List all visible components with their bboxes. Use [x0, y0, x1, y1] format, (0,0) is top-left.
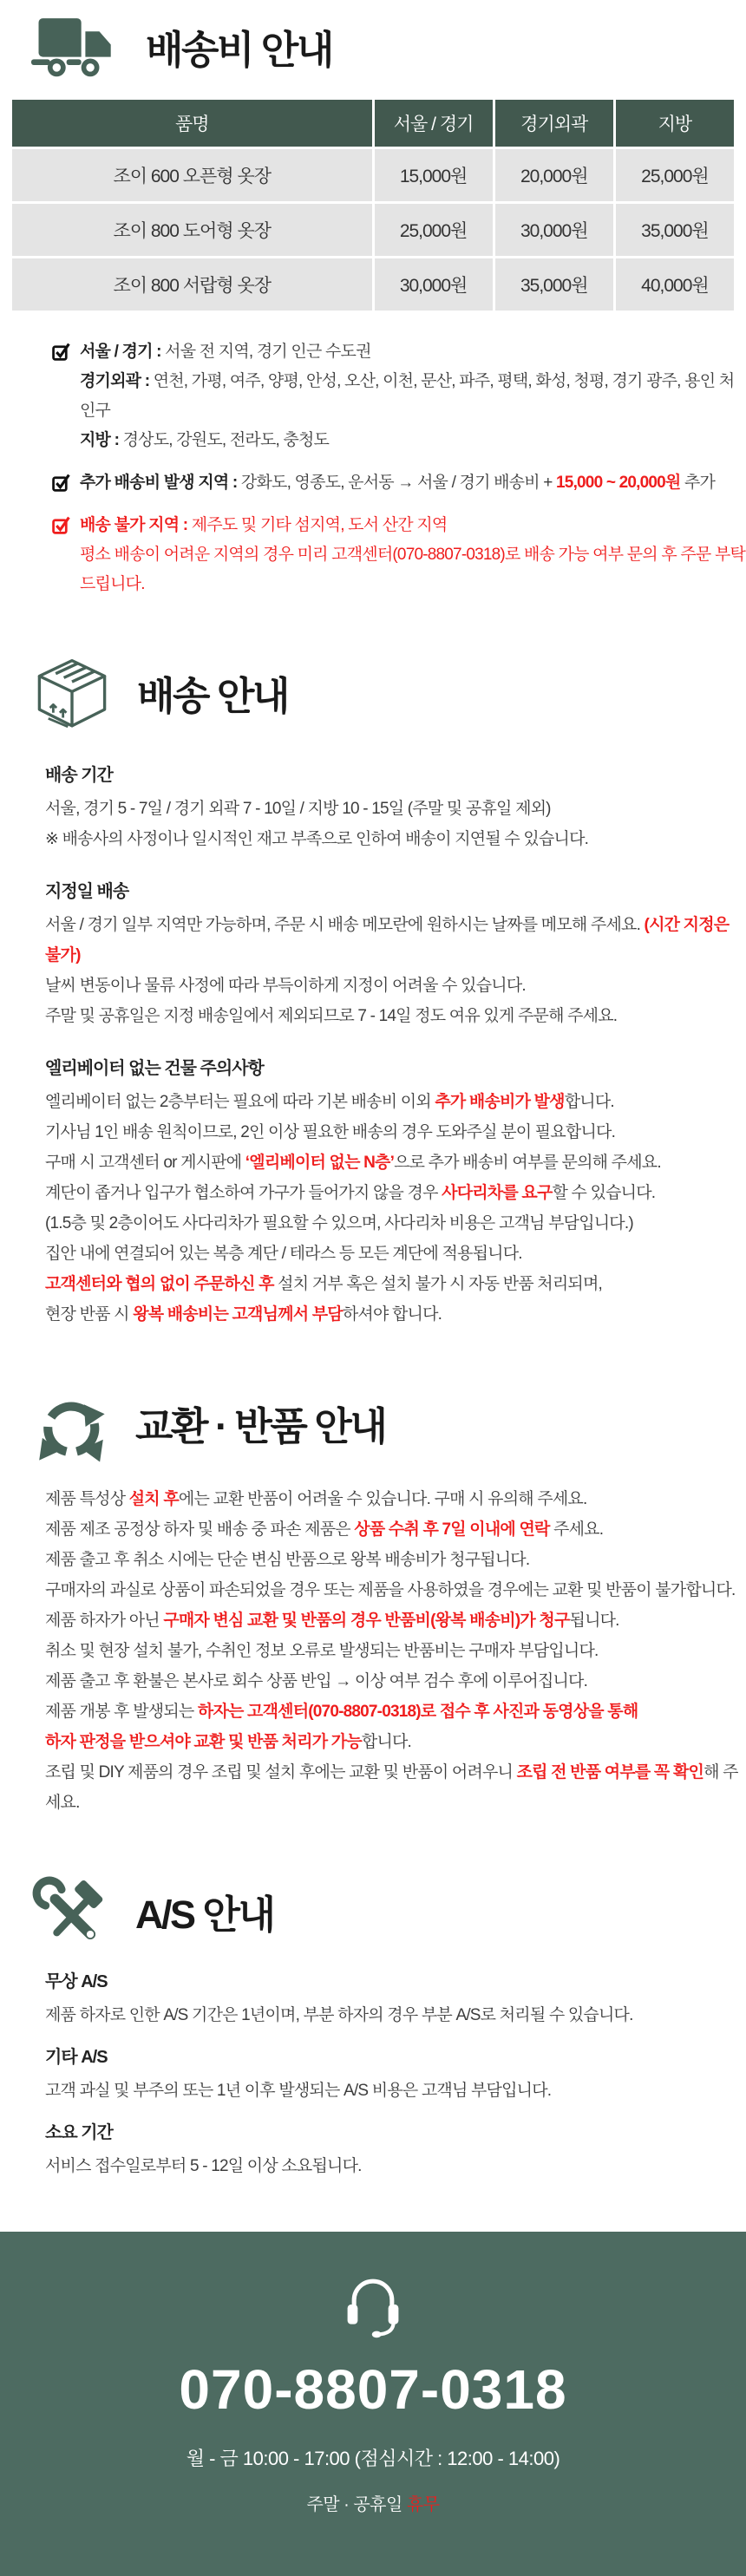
- text-segment: 상품 수취 후 7일 이내에 연락: [354, 1520, 550, 1539]
- block-heading: 기타 A/S: [45, 2048, 108, 2067]
- shipping-fee-notes: [52, 337, 746, 599]
- returns-lines: [45, 1484, 746, 1818]
- text-segment: 할 수 있습니다.: [552, 1184, 656, 1202]
- text-segment: 주말 · 공휴일: [306, 2495, 407, 2515]
- text-line: [45, 1514, 746, 1545]
- shipping-fee-table: [10, 97, 736, 313]
- section-title: 배송비 안내: [146, 28, 332, 73]
- fee-cell: 25,000원: [373, 203, 494, 258]
- text-segment: 고객센터와 협의 없이 주문하신 후: [45, 1275, 274, 1293]
- delivery-period-block: [45, 764, 746, 854]
- text-segment: 계단이 좁거나 입구가 협소하여 가구가 들어가지 않을 경우: [45, 1184, 442, 1202]
- column-header: 품명: [11, 99, 374, 148]
- text-segment: 제품 제조 공정상 하자 및 배송 중 파손 제품은: [45, 1520, 355, 1539]
- fee-cell: 20,000원: [494, 148, 614, 203]
- extra-fee-note: [52, 468, 746, 498]
- truck-icon: [31, 12, 121, 88]
- text-line: [80, 540, 746, 599]
- note-text: [80, 337, 746, 455]
- text-line: [45, 1545, 746, 1575]
- text-line: [80, 426, 746, 455]
- block-heading: 엘리베이터 없는 건물 주의사항: [45, 1059, 264, 1078]
- fee-cell: 30,000원: [494, 203, 614, 258]
- text-line: [45, 2000, 746, 2030]
- text-line: [45, 1575, 746, 1605]
- text-segment: 설치 거부 혹은 설치 불가 시 자동 반품 처리되며,: [273, 1275, 603, 1293]
- text-segment: 강화도, 영종도, 운서동 → 서울 / 경기 배송비 +: [240, 474, 557, 492]
- text-segment: 조립 및 DIY 제품의 경우 조립 및 설치 후에는 교환 및 반품이 어려우니: [45, 1763, 517, 1782]
- text-segment: 서울 / 경기 :: [80, 343, 166, 361]
- text-segment: 해 주세요.: [45, 1763, 738, 1812]
- text-segment: 제품 하자가 아닌: [45, 1612, 164, 1630]
- text-segment: 지방 :: [80, 431, 123, 449]
- column-header: 경기외곽: [494, 99, 614, 148]
- contact-footer: [0, 2232, 746, 2576]
- block-lines: [45, 2151, 746, 2181]
- text-segment: 합니다.: [564, 1093, 614, 1111]
- text-segment: (1.5층 및 2층이어도 사다리차가 필요할 수 있으며, 사다리차 비용은 고객님 부담입니다.): [45, 1214, 633, 1232]
- text-segment: 서울, 경기 5 - 7일 / 경기 외곽 7 - 10일 / 지방 10 - 15일 (주말 및 공휴일 제외): [45, 800, 551, 818]
- text-line: [80, 337, 746, 367]
- text-segment: 제주도 및 기타 섬지역, 도서 산간 지역: [191, 516, 448, 534]
- block-heading: 지정일 배송: [45, 882, 129, 901]
- product-name-cell: 조이 800 서랍형 옷장: [11, 258, 374, 312]
- block-heading: 무상 A/S: [45, 1972, 108, 1991]
- text-line: [45, 1239, 746, 1269]
- block-heading: 소요 기간: [45, 2123, 113, 2142]
- fee-cell: 25,000원: [614, 148, 735, 203]
- text-segment: 엘리베이터 없는 2층부터는 필요에 따라 기본 배송비 이외: [45, 1093, 435, 1111]
- note-text: [80, 511, 746, 599]
- text-line: [45, 1208, 746, 1239]
- text-segment: 기사님 1인 배송 원칙이므로, 2인 이상 필요한 배송의 경우 도와주실 분이 필요합니다.: [45, 1123, 616, 1141]
- text-segment: 취소 및 현장 설치 불가, 수취인 정보 오류로 발생되는 반품비는 구매자 부담입니다.: [45, 1642, 599, 1660]
- text-segment: 배송 불가 지역 :: [80, 516, 192, 534]
- free-as-block: [45, 1971, 746, 2030]
- text-segment: 서울 / 경기 일부 지역만 가능하며, 주문 시 배송 메모란에 원하시는 날짜를 메모해 주세요.: [45, 916, 645, 934]
- text-line: [80, 511, 746, 540]
- closed-days: [0, 2490, 746, 2515]
- text-line: [45, 794, 746, 824]
- text-segment: 서비스 접수일로부터 5 - 12일 이상 소요됩니다.: [45, 2157, 362, 2175]
- text-segment: 주말 및 공휴일은 지정 배송일에서 제외되므로 7 - 14일 정도 여유 있게 주문해 주세요.: [45, 1007, 618, 1025]
- text-line: [80, 468, 715, 498]
- checkbox-icon: [52, 343, 70, 361]
- text-line: [45, 1299, 746, 1330]
- returns-header: [0, 1375, 746, 1467]
- text-segment: 하셔야 합니다.: [342, 1305, 442, 1324]
- text-line: [45, 824, 746, 854]
- text-line: [45, 1697, 746, 1727]
- fee-cell: 35,000원: [494, 258, 614, 312]
- text-line: [45, 1269, 746, 1299]
- text-segment: 제품 출고 후 취소 시에는 단순 변심 반품으로 왕복 배송비가 청구됩니다.: [45, 1551, 530, 1569]
- text-segment: (시간 지정은 불가): [45, 916, 730, 964]
- section-title: 교환 · 반품 안내: [135, 1404, 386, 1449]
- fee-cell: 40,000원: [614, 258, 735, 312]
- table-row: [11, 203, 736, 258]
- table-header-row: [11, 99, 736, 148]
- product-name-cell: 조이 600 오픈형 옷장: [11, 148, 374, 203]
- section-title: A/S 안내: [135, 1893, 274, 1938]
- table-row: [11, 258, 736, 312]
- note-text: [80, 468, 715, 498]
- recycle-icon: [31, 1387, 111, 1467]
- checkbox-icon: [52, 474, 70, 492]
- text-segment: 추가 배송비가 발생: [435, 1093, 565, 1111]
- business-hours: 월 - 금 10:00 - 17:00 (점심시간 : 12:00 - 14:00): [186, 2448, 560, 2470]
- text-line: [45, 1666, 746, 1697]
- block-lines: [45, 1087, 746, 1330]
- text-segment: 제품 하자로 인한 A/S 기간은 1년이며, 부분 하자의 경우 부분 A/S로 처리될 수 있습니다.: [45, 2006, 633, 2024]
- text-line: [45, 971, 746, 1001]
- text-line: [45, 910, 746, 971]
- text-segment: 평소 배송이 어려운 지역의 경우 미리 고객센터(070-8807-0318)로 배송 가능 여부 문의 후 주문 부탁드립니다.: [80, 546, 746, 593]
- text-segment: 연천, 가평, 여주, 양평, 안성, 오산, 이천, 문산, 파주, 평택, 화성, 청평, 경기 광주, 용인 처인구: [80, 372, 735, 420]
- text-segment: 경기외곽 :: [80, 372, 154, 390]
- tools-icon: [31, 1875, 111, 1955]
- text-segment: 왕복 배송비는 고객님께서 부담: [133, 1305, 343, 1324]
- other-as-block: [45, 2046, 746, 2106]
- text-line: [45, 1087, 746, 1117]
- no-delivery-note: [52, 511, 746, 599]
- text-segment: 제품 특성상: [45, 1490, 129, 1508]
- fee-cell: 30,000원: [373, 258, 494, 312]
- scheduled-delivery-block: [45, 880, 746, 1031]
- text-segment: 제품 개봉 후 발생되는: [45, 1703, 198, 1721]
- text-segment: 고객 과실 및 부주의 또는 1년 이후 발생되는 A/S 비용은 고객님 부담입니다.: [45, 2082, 552, 2100]
- no-elevator-block: [45, 1057, 746, 1330]
- text-segment: 제품 출고 후 환불은 본사로 회수 상품 반입 → 이상 여부 검수 후에 이루어집니다.: [45, 1672, 588, 1690]
- text-segment: 에는 교환 반품이 어려울 수 있습니다. 구매 시 유의해 주세요.: [178, 1490, 587, 1508]
- product-name-cell: 조이 800 도어형 옷장: [11, 203, 374, 258]
- checkbox-icon: [52, 516, 70, 534]
- text-segment: 구매 시 고객센터 or 게시판에: [45, 1154, 245, 1172]
- column-header: 지방: [614, 99, 735, 148]
- text-line: [45, 1757, 746, 1818]
- text-segment: 집안 내에 연결되어 있는 복층 계단 / 테라스 등 모든 계단에 적용됩니다.: [45, 1245, 522, 1263]
- text-line: [45, 1147, 746, 1178]
- text-line: [45, 1178, 746, 1208]
- fee-cell: 15,000원: [373, 148, 494, 203]
- customer-service-phone: 070-8807-0318: [179, 2358, 567, 2421]
- text-segment: 서울 전 지역, 경기 인근 수도권: [165, 343, 371, 361]
- block-lines: [45, 2076, 746, 2106]
- text-segment: 구매자의 과실로 상품이 파손되었을 경우 또는 제품을 사용하였을 경우에는 교환 및 반품이 불가합니다.: [45, 1581, 736, 1599]
- text-segment: 하자는 고객센터(070-8807-0318)로 접수 후 사진과 동영상을 통해: [197, 1703, 638, 1721]
- text-segment: 조립 전 반품 여부를 꼭 확인: [516, 1763, 704, 1782]
- text-segment: 경상도, 강원도, 전라도, 충청도: [122, 431, 330, 449]
- text-segment: 현장 반품 시: [45, 1305, 134, 1324]
- package-box-icon: [31, 655, 113, 738]
- headset-icon: [336, 2330, 410, 2344]
- text-segment: 추가 배송비 발생 지역 :: [80, 474, 241, 492]
- text-segment: 하자 판정을 받으셔야 교환 및 반품 처리가 가능: [45, 1733, 362, 1751]
- block-lines: [45, 794, 746, 854]
- text-segment: 합니다.: [361, 1733, 412, 1751]
- text-line: [45, 1001, 746, 1031]
- block-lines: [45, 910, 746, 1031]
- text-segment: 으로 추가 배송비 여부를 문의해 주세요.: [394, 1154, 661, 1172]
- text-line: [45, 1605, 746, 1636]
- section-title: 배송 안내: [137, 674, 288, 719]
- text-segment: 됩니다.: [569, 1612, 619, 1630]
- shipping-fee-header: [0, 0, 746, 88]
- block-lines: [45, 2000, 746, 2030]
- text-segment: 15,000 ~ 20,000원: [556, 474, 681, 492]
- text-line: [80, 367, 746, 426]
- text-line: [45, 1636, 746, 1666]
- text-line: [45, 1727, 746, 1757]
- block-heading: 배송 기간: [45, 766, 113, 785]
- text-segment: 주세요.: [549, 1520, 604, 1539]
- text-segment: 휴무: [406, 2495, 440, 2515]
- text-segment: ※ 배송사의 사정이나 일시적인 재고 부족으로 인하여 배송이 지연될 수 있습니다.: [45, 830, 589, 848]
- text-line: [45, 1117, 746, 1147]
- text-segment: ‘엘리베이터 없는 N층’: [245, 1154, 395, 1172]
- text-segment: 날씨 변동이나 물류 사정에 따라 부득이하게 지정이 어려울 수 있습니다.: [45, 977, 526, 995]
- as-header: [0, 1863, 746, 1955]
- text-line: [45, 2076, 746, 2106]
- table-row: [11, 148, 736, 203]
- column-header: 서울 / 경기: [373, 99, 494, 148]
- text-segment: 추가: [680, 474, 716, 492]
- text-segment: 사다리차를 요구: [442, 1184, 553, 1202]
- delivery-header: [0, 643, 746, 738]
- text-line: [45, 1484, 746, 1514]
- duration-block: [45, 2122, 746, 2181]
- region-note: [52, 337, 746, 455]
- text-segment: 구매자 변심 교환 및 반품의 경우 반품비(왕복 배송비)가 청구: [163, 1612, 570, 1630]
- text-segment: 설치 후: [128, 1490, 179, 1508]
- fee-cell: 35,000원: [614, 203, 735, 258]
- text-line: [45, 2151, 746, 2181]
